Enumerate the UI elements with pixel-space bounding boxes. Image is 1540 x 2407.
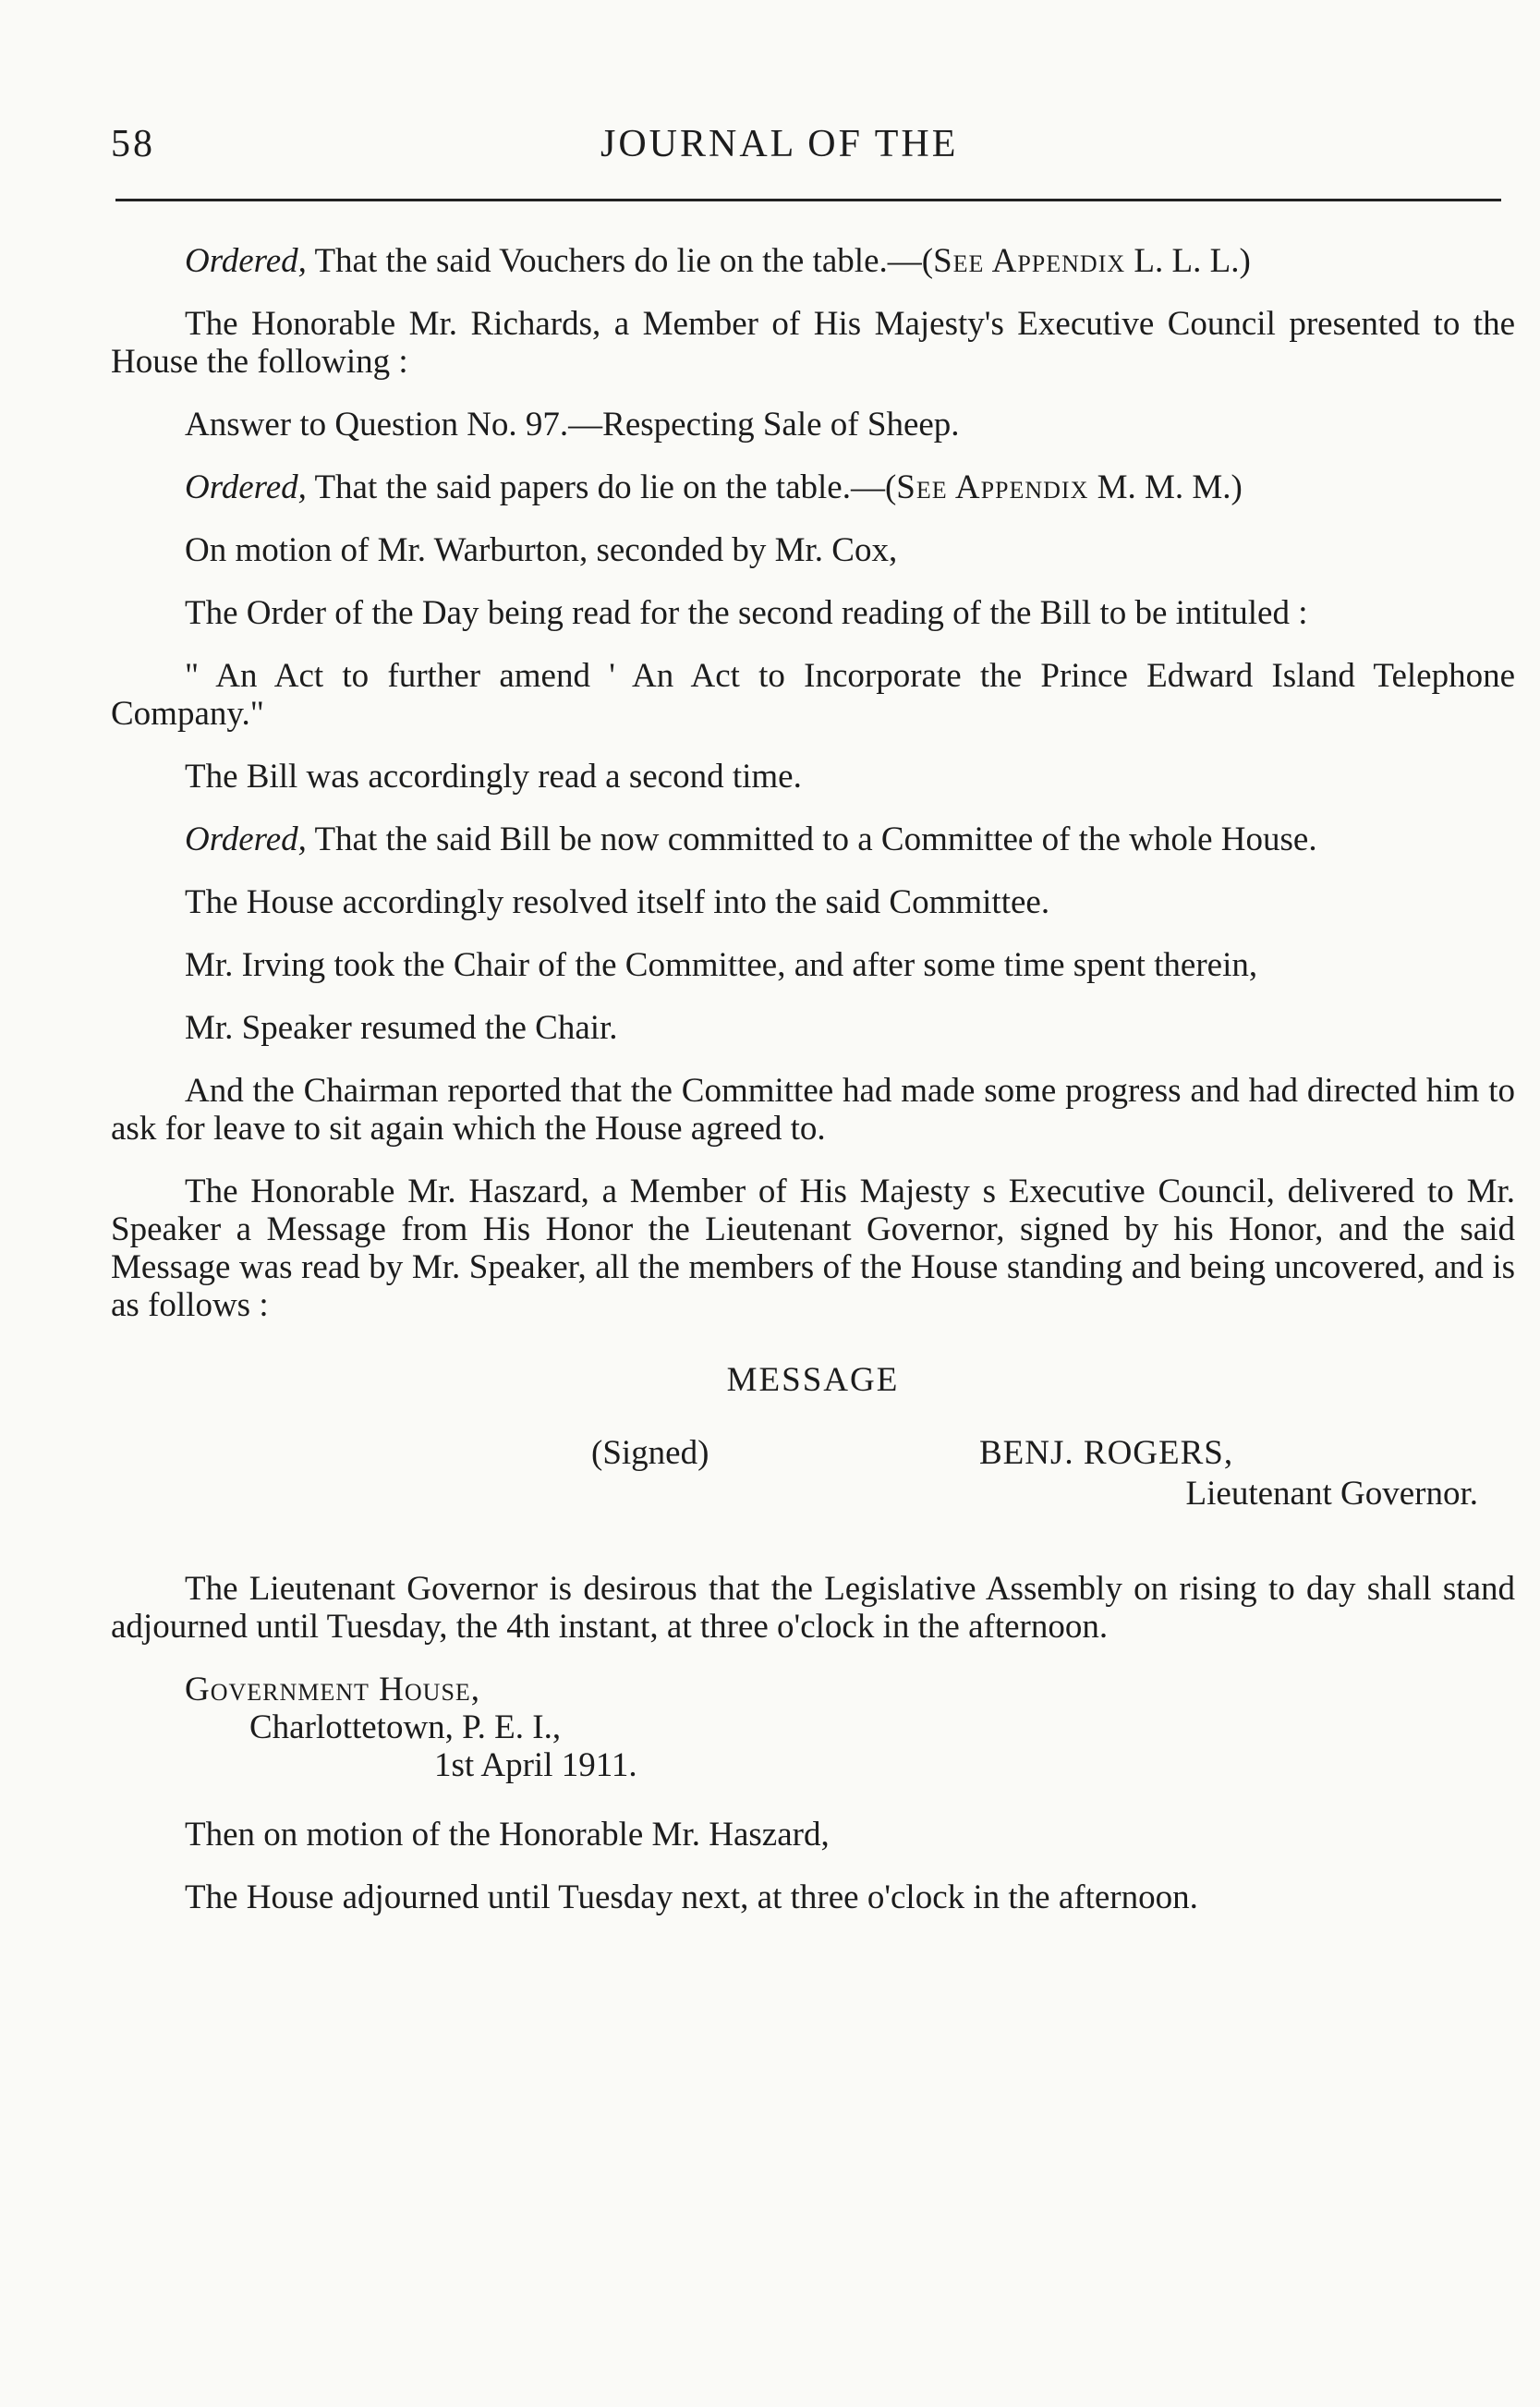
ordered-label: Ordered, (185, 821, 307, 858)
address-line-2: Charlottetown, P. E. I., (249, 1708, 562, 1746)
appendix-ref: See Appendix (933, 242, 1126, 280)
closing-adjourned: The House adjourned until Tuesday next, at three o'clock in the afternoon. (185, 1878, 1198, 1916)
ordered-label: Ordered, (185, 468, 307, 506)
running-head: JOURNAL OF THE (600, 123, 959, 165)
paragraph-vouchers: Ordered, That the said Vouchers do lie on the table.—(See Appendix L. L. L.) (185, 242, 1251, 280)
page-number: 58 (111, 123, 155, 165)
signed-label: (Signed) (591, 1434, 709, 1472)
closing-motion: Then on motion of the Honorable Mr. Haszard, (185, 1816, 830, 1854)
message-body: The Lieutenant Governor is desirous that the Legislative Assembly on rising to day shall stand adjourned until Tuesday, the 4th instant, at three o'clock in the afternoon. (111, 1570, 1515, 1646)
paragraph-irving: Mr. Irving took the Chair of the Committee, and after some time spent therein, (185, 946, 1258, 984)
address-line-1: Government House, (185, 1671, 481, 1708)
paragraph-chairman: And the Chairman reported that the Committee had made some progress and had directed him to ask for leave to sit again which the House agreed to. (111, 1072, 1515, 1148)
paragraph-speaker: Mr. Speaker resumed the Chair. (185, 1009, 618, 1047)
page-header (111, 122, 1497, 168)
header-rule (115, 199, 1501, 201)
paragraph-haszard: The Honorable Mr. Haszard, a Member of His Majesty s Executive Council, delivered to Mr. Speaker a Message from His Honor the Lieutenant Governor, signed by his Honor, and the said Message was read by Mr. Speaker, all the members of the House standing and being uncovered, and is as follows : (111, 1173, 1515, 1324)
signatory-name: BENJ. ROGERS, (979, 1434, 1234, 1472)
ordered-label: Ordered, (185, 242, 307, 280)
appendix-ref: See Appendix (896, 468, 1089, 506)
signature-row (111, 1434, 1515, 1475)
paragraph-committed: Ordered, That the said Bill be now committed to a Committee of the whole House. (185, 821, 1317, 858)
paragraph-order-of-day: The Order of the Day being read for the second reading of the Bill to be intituled : (185, 594, 1308, 632)
signatory-role: Lieutenant Governor. (1185, 1475, 1478, 1513)
paragraph-answer: Answer to Question No. 97.—Respecting Sale of Sheep. (185, 406, 960, 444)
paragraph-papers: Ordered, That the said papers do lie on the table.—(See Appendix M. M. M.) (185, 468, 1243, 506)
paragraph-motion: On motion of Mr. Warburton, seconded by Mr. Cox, (185, 531, 898, 569)
paragraph-bill-title: " An Act to further amend ' An Act to Incorporate the Prince Edward Island Telephone Company." (111, 657, 1515, 733)
paragraph-second-reading: The Bill was accordingly read a second time. (185, 758, 802, 796)
journal-body (111, 242, 1515, 1941)
paragraph-richards: The Honorable Mr. Richards, a Member of His Majesty's Executive Council presented to the House the following : (111, 305, 1515, 381)
address-date: 1st April 1911. (434, 1746, 637, 1784)
paragraph-resolved: The House accordingly resolved itself into the said Committee. (185, 883, 1050, 921)
message-title: MESSAGE (726, 1361, 900, 1399)
